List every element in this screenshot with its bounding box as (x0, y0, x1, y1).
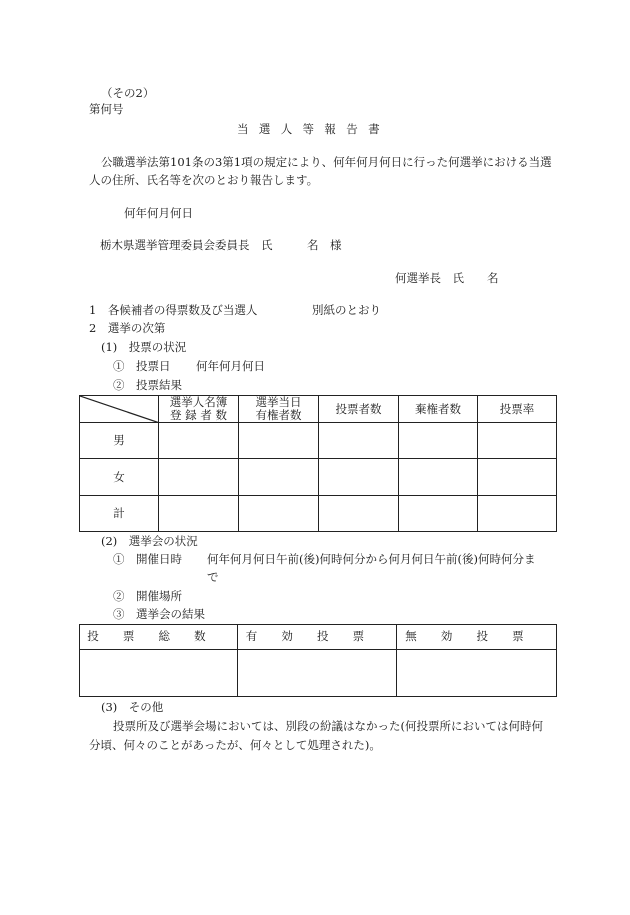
row-label-female: 女 (80, 459, 159, 496)
other-text-line-2: 分頃、何々のことがあったが、何々として処理された)。 (89, 738, 381, 752)
vote-results-table (79, 395, 557, 532)
header-valid-votes (238, 625, 397, 650)
meeting-datetime-value-1: 何年何月何日午前(後)何時何分から何月何日午前(後)何時何分ま (207, 552, 536, 566)
vote-date-value: 何年何月何日 (196, 359, 265, 373)
table-cell (399, 496, 478, 532)
table-header-row (80, 396, 557, 423)
report-date: 何年何月何日 (124, 206, 193, 220)
vote-date-label: ① 投票日 (113, 359, 171, 373)
table-cell (319, 496, 399, 532)
table-cell (478, 459, 557, 496)
table-header-row (80, 625, 557, 650)
diagonal-line (80, 396, 158, 422)
election-result-table (79, 624, 557, 697)
sub3-label: (3) その他 (101, 700, 164, 714)
intro-line-2: 人の住所、氏名等を次のとおり報告します。 (89, 173, 319, 187)
table-cell (399, 423, 478, 459)
table-cell (319, 423, 399, 459)
other-text-line-1: 投票所及び選挙会場においては、別段の紛議はなかった(何投票所においては何時何 (113, 719, 543, 733)
table-row (80, 459, 557, 496)
header-invalid-votes (397, 625, 557, 650)
table-row (80, 496, 557, 532)
table-cell (159, 459, 239, 496)
header-registered-line-1: 選挙人名簿 (169, 395, 228, 409)
row-label-total: 計 (80, 496, 159, 532)
table-cell (319, 459, 399, 496)
sender: 何選挙長 氏 名 (395, 271, 499, 285)
table-cell (238, 650, 397, 697)
item-1-label: 1 各候補者の得票数及び当選人 (89, 303, 258, 317)
row-label-male: 男 (80, 423, 159, 459)
table-cell (159, 423, 239, 459)
table-cell (478, 423, 557, 459)
meeting-datetime-label: ① 開催日時 (113, 552, 182, 566)
header-abstainers: 棄権者数 (399, 396, 478, 423)
intro-line-1: 公職選挙法第101条の3第1項の規定により、何年何月何日に行った何選挙における当選 (101, 155, 552, 169)
header-invalid-votes-text: 無効投票 (405, 629, 548, 644)
meeting-datetime-value-2: で (207, 570, 219, 584)
table-cell (397, 650, 557, 697)
header-registered-line-2: 登 録 者 数 (170, 408, 227, 423)
header-eligible-line-1: 選挙当日 (255, 395, 302, 409)
table-cell (239, 496, 319, 532)
table-row (80, 650, 557, 697)
diagonal-corner-cell (80, 396, 159, 423)
meeting-result-label: ③ 選挙会の結果 (113, 607, 205, 621)
table-cell (159, 496, 239, 532)
addressee: 栃木県選挙管理委員会委員長 氏 名 様 (100, 238, 342, 252)
vote-results-label: ② 投票結果 (113, 378, 182, 392)
table-cell (80, 650, 238, 697)
table-cell (239, 423, 319, 459)
item-1-value: 別紙のとおり (312, 303, 381, 317)
header-turnout: 投票率 (478, 396, 557, 423)
header-total-votes (80, 625, 238, 650)
meeting-place-label: ② 開催場所 (113, 589, 182, 603)
header-valid-votes-text: 有効投票 (245, 629, 389, 644)
header-voters: 投票者数 (319, 396, 399, 423)
document-title: 当選人等報告書 (237, 122, 390, 136)
header-eligible (239, 396, 319, 423)
item-2-label: 2 選挙の次第 (89, 321, 166, 335)
document-number: 第何号 (89, 102, 124, 116)
header-total-votes-text: 投票総数 (87, 629, 230, 644)
table-cell (239, 459, 319, 496)
header-eligible-line-2: 有権者数 (255, 408, 302, 423)
sub2-label: (2) 選挙会の状況 (101, 534, 198, 548)
header-registered (159, 396, 239, 423)
form-number: （その2） (101, 86, 155, 100)
sub1-label: (1) 投票の状況 (101, 340, 187, 354)
table-cell (478, 496, 557, 532)
table-cell (399, 459, 478, 496)
table-row (80, 423, 557, 459)
